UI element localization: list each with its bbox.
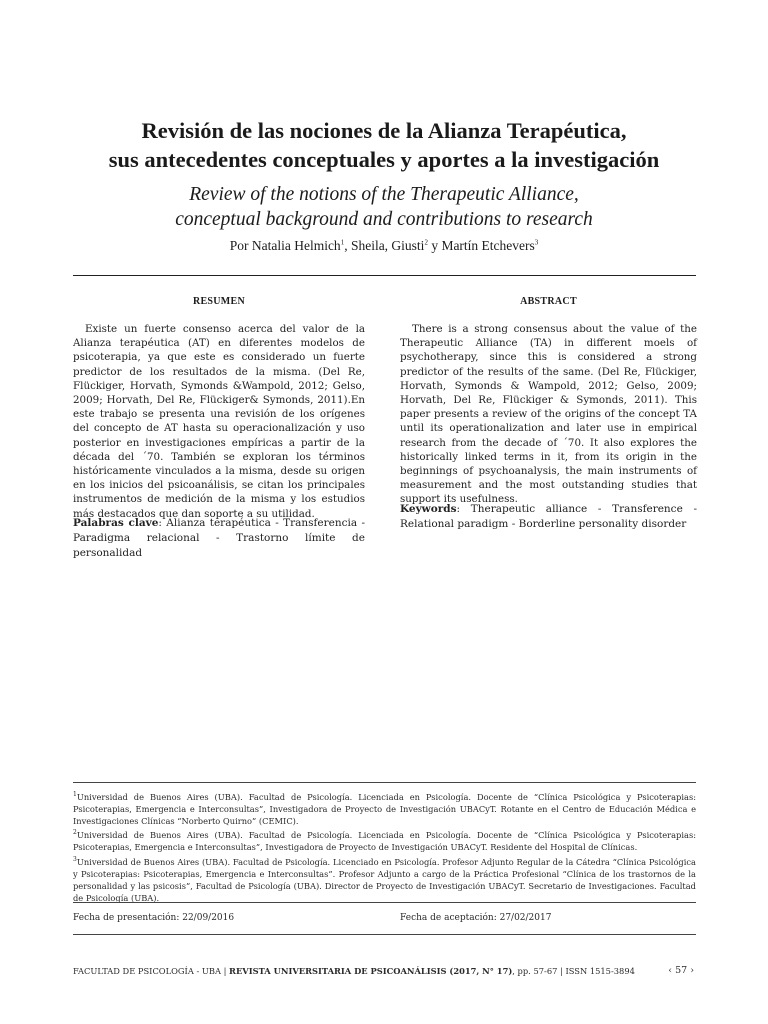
footnote-2 xyxy=(73,827,696,853)
footnote-3-mark: 3 xyxy=(73,855,77,863)
title-line-1: Revisión de las nociones de la Alianza Terapéutica, xyxy=(141,118,627,143)
author-3-mark: 3 xyxy=(534,238,539,247)
footnote-1-mark: 1 xyxy=(73,791,77,798)
resumen-keywords-text: : Alianza terapéutica - Transferencia - Paradigma relacional - Trastorno límite de personalidad xyxy=(73,517,366,559)
footer-issn: , pp. 57-67 | ISSN 1515-3894 xyxy=(512,966,635,976)
author-3: y Martín Etchevers xyxy=(427,238,535,253)
acceptance-date: Fecha de aceptación: 27/02/2017 xyxy=(400,913,552,923)
abstract-heading: ABSTRACT xyxy=(520,296,577,307)
dates-bottom-divider xyxy=(73,934,696,935)
author-2-mark: 2 xyxy=(424,238,428,247)
footnote-1 xyxy=(73,789,696,827)
footnote-1-text: Universidad de Buenos Aires (UBA). Facultad de Psicología. Licenciada en Psicología. Docente de “Clínica Psicológica y Psicoterapias: Psicoterapias, Emergencia e Interconsultas”, Investigadora de Proyecto de Investigación UBACyT. Rotante en el Centro de Educación Médica e Investigaciones Clínicas “Norberto Quirno” (CEMIC). xyxy=(73,791,696,827)
abstract-keywords xyxy=(400,502,697,532)
header-divider xyxy=(73,275,696,276)
page-number: ‹ 57 › xyxy=(668,965,694,976)
footnote-2-text: Universidad de Buenos Aires (UBA). Facultad de Psicología. Licenciada en Psicología. Docente de “Clínica Psicológica y Psicoterapias: Psicoterapias, Emergencia e Interconsultas”, Investigadora de Proyecto de Investigación UBACyT. Residente del Hospital de Clínicas. xyxy=(73,830,696,853)
resumen-paragraph: Existe un fuerte consenso acerca del valor de la Alianza terapéutica (AT) en diferentes modelos de psicoterapia, ya que este es considerado un fuerte predictor de los resultados de la misma. (Del Re, Flückiger, Horvath, Symonds &Wampold, 2012; Gelso, 2009; Horvath, Del Re, Flückiger& Symonds, 2011).En este trabajo se presenta una revisión de los orígenes del concepto de AT hasta su operacionalización y uso posterior en investigaciones empíricas a partir de la década del ´70. También se exploran los términos históricamente vinculados a la misma, desde su origen en los inicios del psicoanálisis, se citan los principales instrumentos de medición de la misma y los estudios más destacados que dan soporte a su utilidad. xyxy=(73,323,365,520)
author-1: Por Natalia Helmich xyxy=(229,238,341,253)
presentation-date: Fecha de presentación: 22/09/2016 xyxy=(73,913,235,923)
resumen-heading: RESUMEN xyxy=(192,296,246,307)
abstract-keywords-label: Keywords xyxy=(400,503,457,515)
subtitle-line-2: conceptual background and contributions to research xyxy=(175,209,593,230)
resumen-keywords-label: Palabras clave xyxy=(73,517,159,529)
footnote-3 xyxy=(73,854,696,905)
footer-institution: FACULTAD DE PSICOLOGÍA - UBA | xyxy=(73,966,230,976)
abstract-paragraph: There is a strong consensus about the value of the Therapeutic Alliance (TA) in different moels of psychotherapy, since this is considered a strong predictor of the results of the same. (Del Re, Flückiger, Horvath, Symonds & Wampold, 2012; Gelso, 2009; Horvath, Del Re, Flückiger & Symonds, 2011). This paper presents a review of the origins of the concept TA until its operationalization and later use in empirical research from the decade of ´70. It also explores the historically linked terms in it, from its origin in the beginnings of psychoanalysis, the main instruments of measurement and the most outstanding studies that support its usefulness. xyxy=(400,323,697,506)
resumen-body xyxy=(73,322,365,521)
author-2: , Sheila, Giusti xyxy=(344,238,425,253)
article-subtitle xyxy=(60,182,708,232)
article-title xyxy=(60,116,708,174)
footnotes xyxy=(73,789,696,904)
abstract-keywords-text: : Therapeutic alliance - Transference - Relational paradigm - Borderline personality disorder xyxy=(400,503,697,530)
dates-divider xyxy=(73,902,696,903)
footnote-divider xyxy=(73,782,696,783)
author-line xyxy=(60,238,708,254)
footnote-2-mark: 2 xyxy=(73,829,77,837)
subtitle-line-1: Review of the notions of the Therapeutic Alliance, xyxy=(189,184,579,205)
footnote-3-text: Universidad de Buenos Aires (UBA). Facultad de Psicología. Licenciado en Psicología. Profesor Adjunto Regular de la Cátedra “Clínica Psicológica y Psicoterapias: Psicoterapias, Emergencia e Interconsultas”. Profesor Adjunto a cargo de la Práctica Profesional “Clínica de los trastornos de la personalidad y las psicosis”, Facultad de Psicología (UBA). Director de Proyecto de Investigación UBACyT. Secretario de Investigaciones. Facultad de Psicología (UBA). xyxy=(73,856,696,903)
abstract-body xyxy=(400,322,697,507)
footer-journal: REVISTA UNIVERSITARIA DE PSICOANÁLISIS (2017, N° 17) xyxy=(229,966,513,976)
running-footer xyxy=(73,966,635,976)
resumen-keywords xyxy=(73,516,365,561)
title-line-2: sus antecedentes conceptuales y aportes a la investigación xyxy=(108,147,660,172)
author-1-mark: 1 xyxy=(340,238,345,247)
